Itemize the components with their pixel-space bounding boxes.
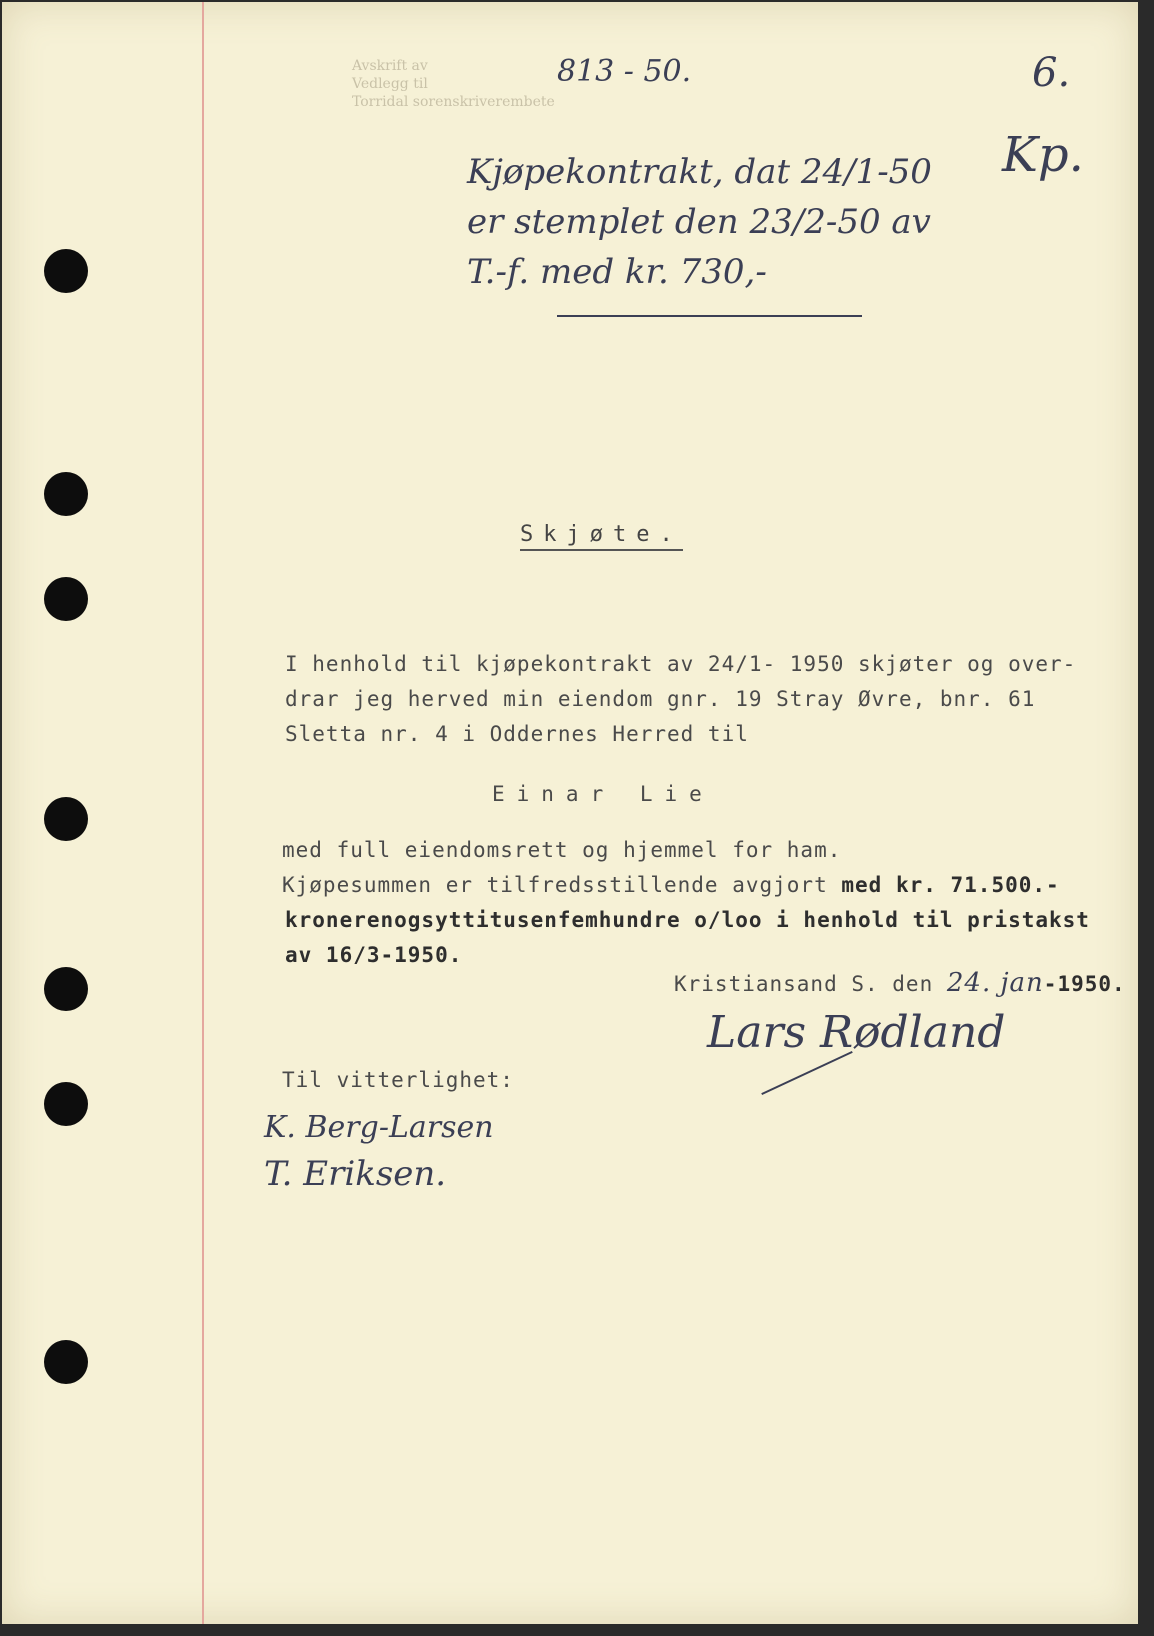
stamp-line: Avskrift av [352, 58, 428, 74]
punch-hole [44, 797, 88, 841]
document-number: 813 - 50. [557, 54, 692, 89]
handwritten-date: 24. jan [946, 968, 1044, 998]
stamp-line: Vedlegg til [352, 76, 428, 92]
page-number: 6. [1032, 50, 1071, 96]
witness-signature: T. Eriksen. [264, 1154, 447, 1194]
punch-hole [44, 1340, 88, 1384]
annotation-line: er stemplet den 23/2-50 av [467, 202, 931, 242]
year-text: -1950. [1043, 972, 1126, 996]
witness-signature: K. Berg-Larsen [264, 1110, 494, 1145]
document-page [2, 2, 1138, 1624]
body-line: drar jeg herved min eiendom gnr. 19 Stray Øvre, bnr. 61 [285, 687, 1036, 711]
annotation-underline [557, 315, 862, 317]
place-date-line [674, 968, 1126, 998]
body-line: med full eiendomsrett og hjemmel for ham. [282, 838, 842, 862]
document-title: Skjøte. [520, 522, 683, 551]
margin-line [202, 2, 204, 1624]
recipient-name: Einar Lie [492, 782, 714, 806]
stamp-line: Torridal sorenskriverembete [352, 94, 555, 110]
punch-hole [44, 249, 88, 293]
page-code: Kp. [1002, 127, 1084, 183]
appraisal-date-line: av 16/3-1950. [285, 943, 463, 967]
place-date-text: Kristiansand S. den [674, 972, 947, 996]
price-words-line: kronerenogsyttitusenfemhundre o/loo i henhold til pristakst [285, 908, 1090, 932]
annotation-line: Kjøpekontrakt, dat 24/1-50 [467, 152, 932, 192]
annotation-line: T.-f. med kr. 730,- [467, 252, 767, 292]
price-text: Kjøpesummen er tilfredsstillende avgjort [282, 873, 828, 897]
price-line [282, 873, 1060, 897]
price-amount: med kr. 71.500.- [827, 873, 1060, 897]
punch-hole [44, 472, 88, 516]
punch-hole [44, 967, 88, 1011]
archive-stamp [352, 57, 555, 111]
punch-hole [44, 577, 88, 621]
body-line: Sletta nr. 4 i Oddernes Herred til [285, 722, 749, 746]
witness-label: Til vitterlighet: [282, 1068, 514, 1092]
body-line: I henhold til kjøpekontrakt av 24/1- 1950 skjøter og over- [285, 652, 1077, 676]
seller-signature: Lars Rødland [707, 1007, 1006, 1058]
punch-hole [44, 1082, 88, 1126]
